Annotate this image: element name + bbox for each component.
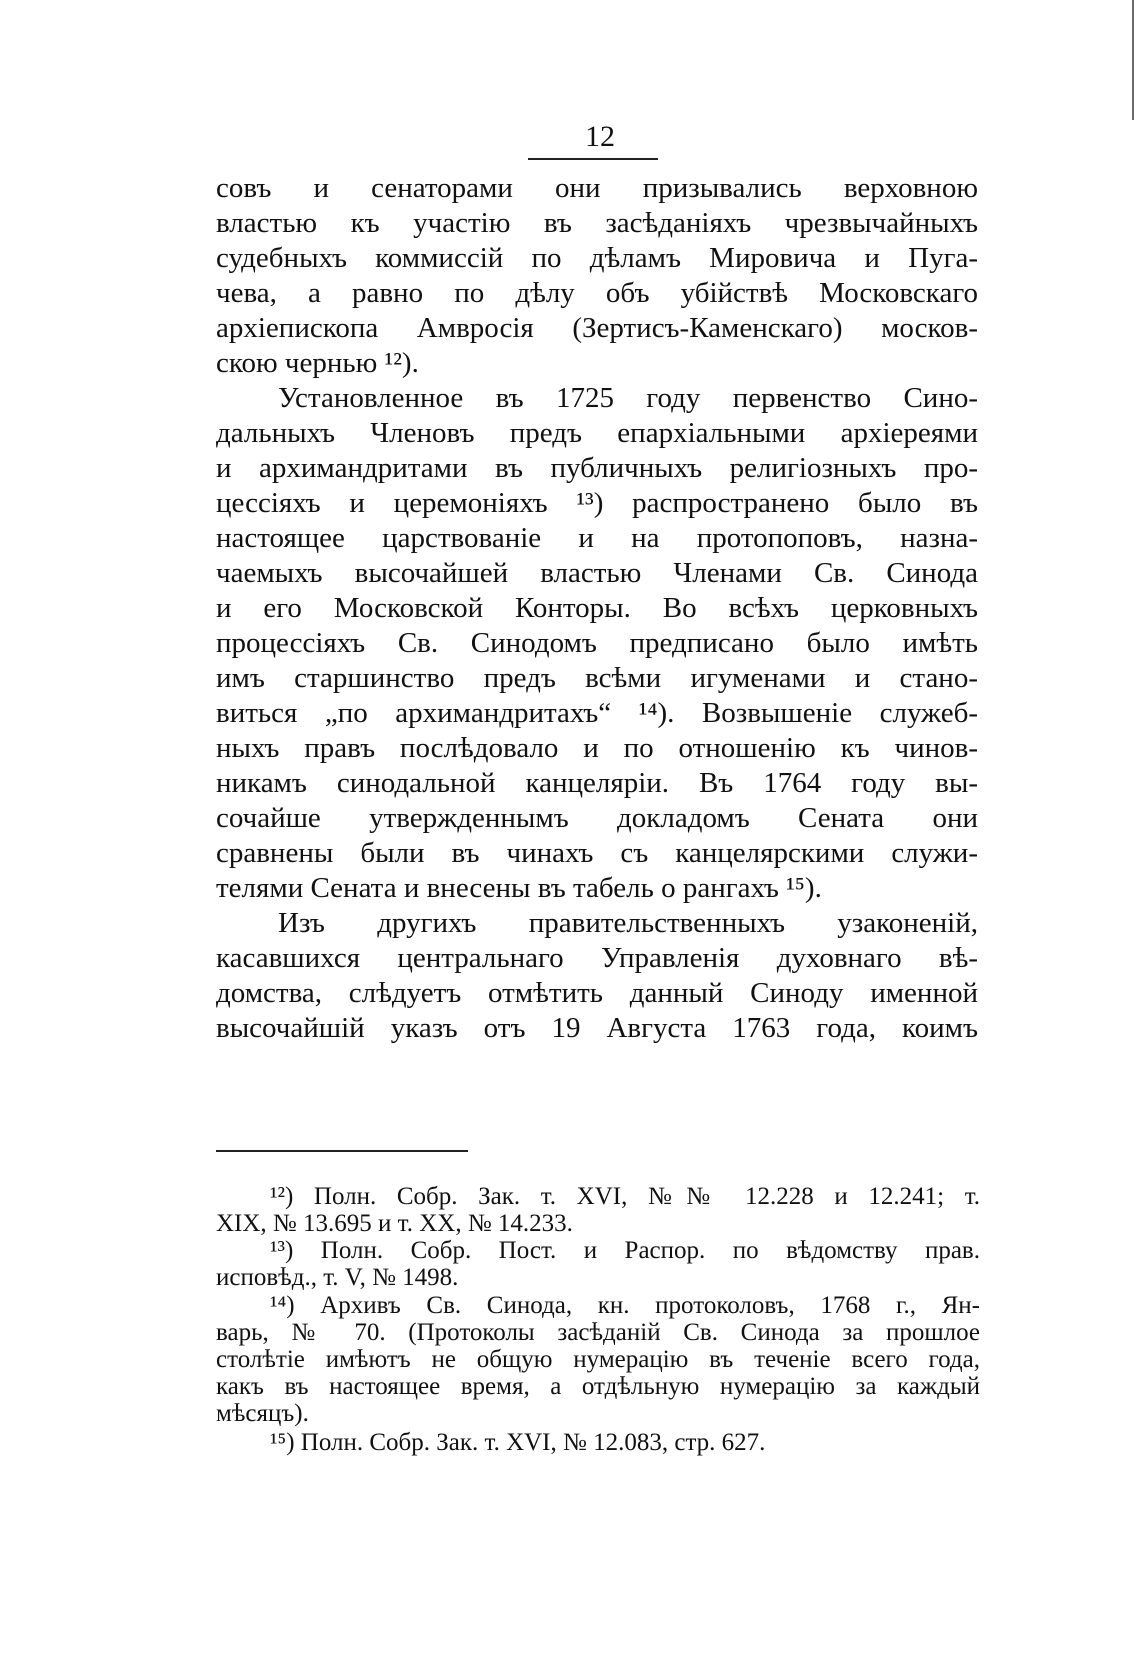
body-line: высочайшій указъ отъ 19 Августа 1763 года, коимъ	[216, 1012, 978, 1044]
page-number-rule	[528, 158, 658, 160]
body-line: Установленное въ 1725 году первенство Сино-	[278, 382, 978, 414]
body-line: сочайше утвержденнымъ докладомъ Сената они	[216, 802, 978, 834]
footnote-line: мѣсяцъ).	[216, 1400, 309, 1427]
body-line: совъ и сенаторами они призывались верховною	[216, 172, 978, 204]
body-line: ныхъ правъ послѣдовало и по отношенію къ чинов-	[216, 732, 978, 764]
body-line: судебныхъ коммиссій по дѣламъ Мировича и Пуга-	[216, 242, 978, 274]
footnote-line: варь, № 70. (Протоколы засѣданій Св. Синода за прошлое	[216, 1319, 980, 1346]
body-line: цессіяхъ и церемоніяхъ ¹³) распространено было въ	[216, 487, 978, 519]
body-line: чева, а равно по дѣлу объ убійствѣ Московскаго	[216, 277, 978, 309]
footnote-line: ¹⁵) Полн. Собр. Зак. т. XVI, № 12.083, стр. 627.	[270, 1429, 766, 1456]
footnote-line: ¹⁴) Архивъ Св. Синода, кн. протоколовъ, 1768 г., Ян-	[270, 1292, 980, 1319]
footnote-line: какъ въ настоящее время, а отдѣльную нумерацію за каждый	[216, 1373, 980, 1400]
body-line: домства, слѣдуетъ отмѣтить данный Синоду именной	[216, 977, 978, 1009]
footnote-line: ¹³) Полн. Собр. Пост. и Распор. по вѣдомству прав.	[270, 1237, 980, 1264]
body-line: виться „по архимандритахъ“ ¹⁴). Возвышеніе служеб-	[216, 697, 978, 729]
page-edge-mark	[1132, 0, 1134, 120]
body-line: и архимандритами въ публичныхъ религіозныхъ про-	[216, 452, 978, 484]
body-line: сравнены были въ чинахъ съ канцелярскими служи-	[216, 837, 978, 869]
body-line: процессіяхъ Св. Синодомъ предписано было имѣть	[216, 627, 978, 659]
body-line: чаемыхъ высочайшей властью Членами Св. Синода	[216, 557, 978, 589]
body-line: настоящее царствованіе и на протопоповъ, назна-	[216, 522, 978, 554]
body-line: дальныхъ Членовъ предъ епархіальными архіереями	[216, 417, 978, 449]
body-line: властью къ участію въ засѣданіяхъ чрезвычайныхъ	[216, 207, 978, 239]
body-line: касавшихся центральнаго Управленія духовнаго вѣ-	[216, 942, 978, 974]
body-line: скою чернью ¹²).	[216, 347, 419, 379]
body-line: архіепископа Амвросія (Зертисъ-Каменскаго) москов-	[216, 312, 978, 344]
footnote-line: XIX, № 13.695 и т. XX, № 14.233.	[216, 1210, 573, 1237]
page-number: 12	[585, 120, 615, 153]
footnote-line: столѣтіе имѣютъ не общую нумерацію въ теченіе всего года,	[216, 1346, 980, 1373]
body-line: имъ старшинство предъ всѣми игуменами и стано-	[216, 662, 978, 694]
body-line: телями Сената и внесены въ табель о рангахъ ¹⁵).	[216, 872, 822, 904]
body-line: Изъ другихъ правительственныхъ узаконеній,	[278, 907, 978, 939]
footnote-line: ¹²) Полн. Собр. Зак. т. XVI, №№ 12.228 и 12.241; т.	[270, 1183, 980, 1210]
body-line: и его Московской Конторы. Во всѣхъ церковныхъ	[216, 592, 978, 624]
footnote-line: исповѣд., т. V, № 1498.	[216, 1264, 459, 1291]
footnote-rule	[216, 1150, 468, 1152]
body-line: никамъ синодальной канцеляріи. Въ 1764 году вы-	[216, 767, 978, 799]
